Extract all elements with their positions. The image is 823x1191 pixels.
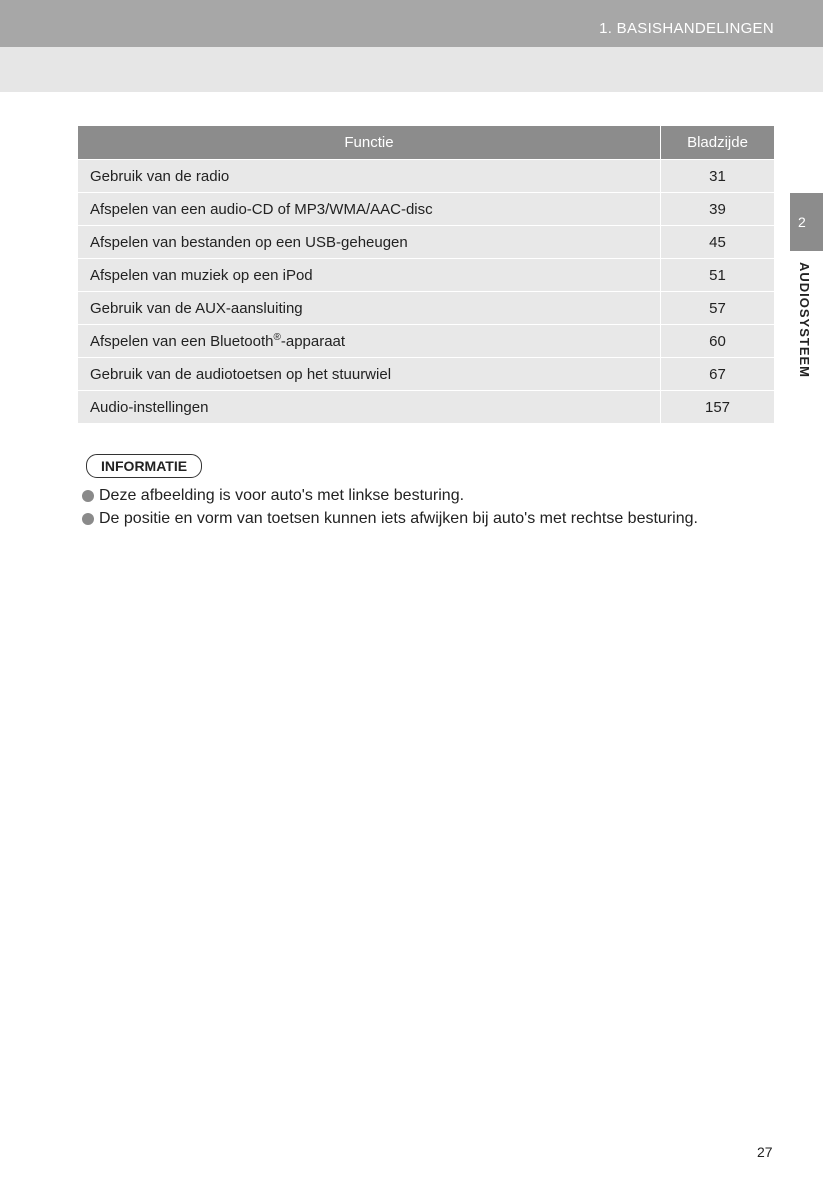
section-title: 1. BASISHANDELINGEN bbox=[599, 20, 774, 37]
page-cell: 57 bbox=[661, 292, 775, 325]
function-cell: Gebruik van de AUX-aansluiting bbox=[78, 292, 661, 325]
list-item bbox=[82, 507, 698, 530]
function-cell: Gebruik van de audiotoetsen op het stuurwiel bbox=[78, 358, 661, 391]
page-cell: 51 bbox=[661, 259, 775, 292]
info-list bbox=[82, 484, 698, 530]
column-header-function: Functie bbox=[78, 126, 661, 160]
page-cell: 67 bbox=[661, 358, 775, 391]
function-text-suffix: -apparaat bbox=[280, 333, 346, 350]
page-number: 27 bbox=[757, 1144, 773, 1160]
page-cell: 157 bbox=[661, 391, 775, 424]
table-row bbox=[78, 391, 775, 424]
table-row bbox=[78, 259, 775, 292]
page-cell: 39 bbox=[661, 193, 775, 226]
chapter-label: AUDIOSYSTEEM bbox=[797, 262, 812, 379]
table-row bbox=[78, 292, 775, 325]
registered-mark: ® bbox=[273, 332, 281, 343]
table-header-row bbox=[78, 126, 775, 160]
function-cell: Audio-instellingen bbox=[78, 391, 661, 424]
column-header-page: Bladzijde bbox=[661, 126, 775, 160]
table-row bbox=[78, 160, 775, 193]
page-cell: 60 bbox=[661, 325, 775, 358]
table-row bbox=[78, 358, 775, 391]
function-text-prefix: Afspelen van een Bluetooth bbox=[90, 333, 274, 350]
chapter-tab bbox=[790, 193, 823, 251]
function-cell bbox=[78, 325, 661, 358]
chapter-number: 2 bbox=[798, 214, 806, 230]
function-cell: Gebruik van de radio bbox=[78, 160, 661, 193]
header-sub-bar bbox=[0, 47, 823, 92]
bullet-icon bbox=[82, 513, 94, 525]
table-row bbox=[78, 325, 775, 358]
page-cell: 45 bbox=[661, 226, 775, 259]
bullet-icon bbox=[82, 490, 94, 502]
header-bar bbox=[0, 0, 823, 47]
table-row bbox=[78, 193, 775, 226]
info-badge: INFORMATIE bbox=[86, 454, 202, 478]
function-cell: Afspelen van muziek op een iPod bbox=[78, 259, 661, 292]
page-cell: 31 bbox=[661, 160, 775, 193]
info-text: De positie en vorm van toetsen kunnen iets afwijken bij auto's met rechtse besturing. bbox=[99, 510, 698, 527]
info-text: Deze afbeelding is voor auto's met linkse besturing. bbox=[99, 487, 465, 504]
list-item bbox=[82, 484, 698, 507]
function-cell: Afspelen van bestanden op een USB-geheugen bbox=[78, 226, 661, 259]
function-cell: Afspelen van een audio-CD of MP3/WMA/AAC-disc bbox=[78, 193, 661, 226]
table-row bbox=[78, 226, 775, 259]
function-table bbox=[77, 125, 775, 424]
